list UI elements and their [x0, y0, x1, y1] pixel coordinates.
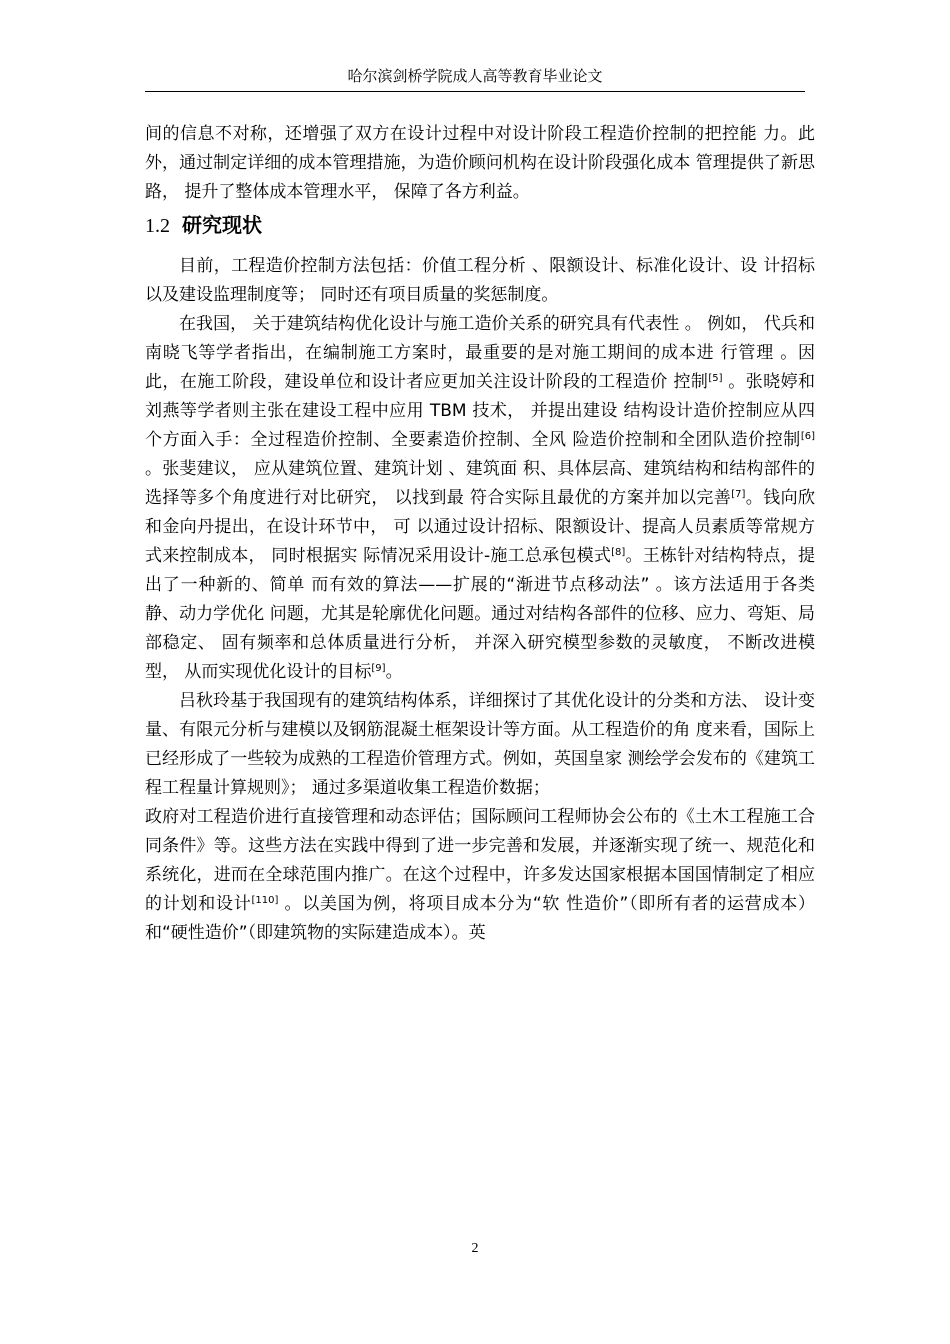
citation-ref: [7]	[731, 489, 746, 500]
paragraph-methods: 目前，工程造价控制方法包括：价值工程分析 、限额设计、标准化设计、设 计招标以及建设监理制度等； 同时还有项目质量的奖惩制度。	[145, 256, 815, 305]
header-title: 哈尔滨剑桥学院成人高等教育毕业论文	[347, 67, 603, 85]
section-title: 研究现状	[182, 213, 262, 237]
citation-ref: [5]	[708, 373, 723, 384]
citation-ref: [6]	[800, 431, 815, 442]
page-number: 2	[471, 1241, 479, 1256]
paragraph-domestic-research: 在我国， 关于建筑结构优化设计与施工造价关系的研究具有代表性 。 例如， 代兵和南晓飞等学者指出，在编制施工方案时，最重要的是对施工期间的成本进 行管理 。因此，在施工阶段，建设单位和设计者应更加关注设计阶段的工程造价 控制[5] 。张晓婷和刘燕等学者则主张在建设工程中应用 TBM 技术， 并提出建设 结构设计造价控制应从四个方面入手：全过程造价控制、全要素造价控制、全风 险造价控制和全团队造价控制[6] 。张斐建议， 应从建筑位置、建筑计划 、建筑面 积、具体层高、建筑结构和结构部件的选择等多个角度进行对比研究， 以找到最 符合实际且最优的方案并加以完善[7]。钱向欣和金向丹提出，在设计环节中， 可 以通过设计招标、限额设计、提高人员素质等常规方式来控制成本， 同时根据实 际情况采用设计-施工总承包模式[8]。王栋针对结构特点，提出了一种新的、简单 而有效的算法——扩展的“渐进节点移动法” 。该方法适用于各类静、动力学优化 问题，尤其是轮廓优化问题。通过对结构各部件的位移、应力、弯矩、局部稳定、 固有频率和总体质量进行分析， 并深入研究模型参数的灵敏度， 不断改进模型， 从而实现优化设计的目标[9]。	[145, 314, 816, 682]
section-heading	[145, 208, 815, 243]
citation-ref: [110]	[251, 895, 279, 906]
citation-ref: [9]	[371, 663, 386, 674]
document-body	[145, 120, 815, 948]
section-number: 1.2	[145, 215, 170, 237]
page-header	[145, 66, 805, 92]
citation-ref: [8]	[611, 547, 626, 558]
paragraph-international-continued: 政府对工程造价进行直接管理和动态评估；国际顾问工程师协会公布的《土木工程施工合同条件》等。这些方法在实践中得到了进一步完善和发展，并逐渐实现了统一、规范化和系统化，进而在全球范围内推广。在这个过程中，许多发达国家根据本国国情制定了相应的计划和设计[110] 。以美国为例，将项目成本分为“软 性造价”（即所有者的运营成本）和“硬性造价”（即建筑物的实际建造成本）。英	[145, 807, 816, 943]
paragraph-international-research: 吕秋玲基于我国现有的建筑结构体系，详细探讨了其优化设计的分类和方法、 设计变量、有限元分析与建模以及钢筋混凝土框架设计等方面。从工程造价的角 度来看，国际上已经形成了一些较为成熟的工程造价管理方式。例如，英国皇家 测绘学会发布的《建筑工程工程量计算规则》； 通过多渠道收集工程造价数据；	[145, 691, 815, 798]
paragraph-continuation: 间的信息不对称，还增强了双方在设计过程中对设计阶段工程造价控制的把控能 力。此外，通过制定详细的成本管理措施，为造价顾问机构在设计阶段强化成本 管理提供了新思路， 提升了整体成本管理水平， 保障了各方利益。	[145, 124, 815, 202]
